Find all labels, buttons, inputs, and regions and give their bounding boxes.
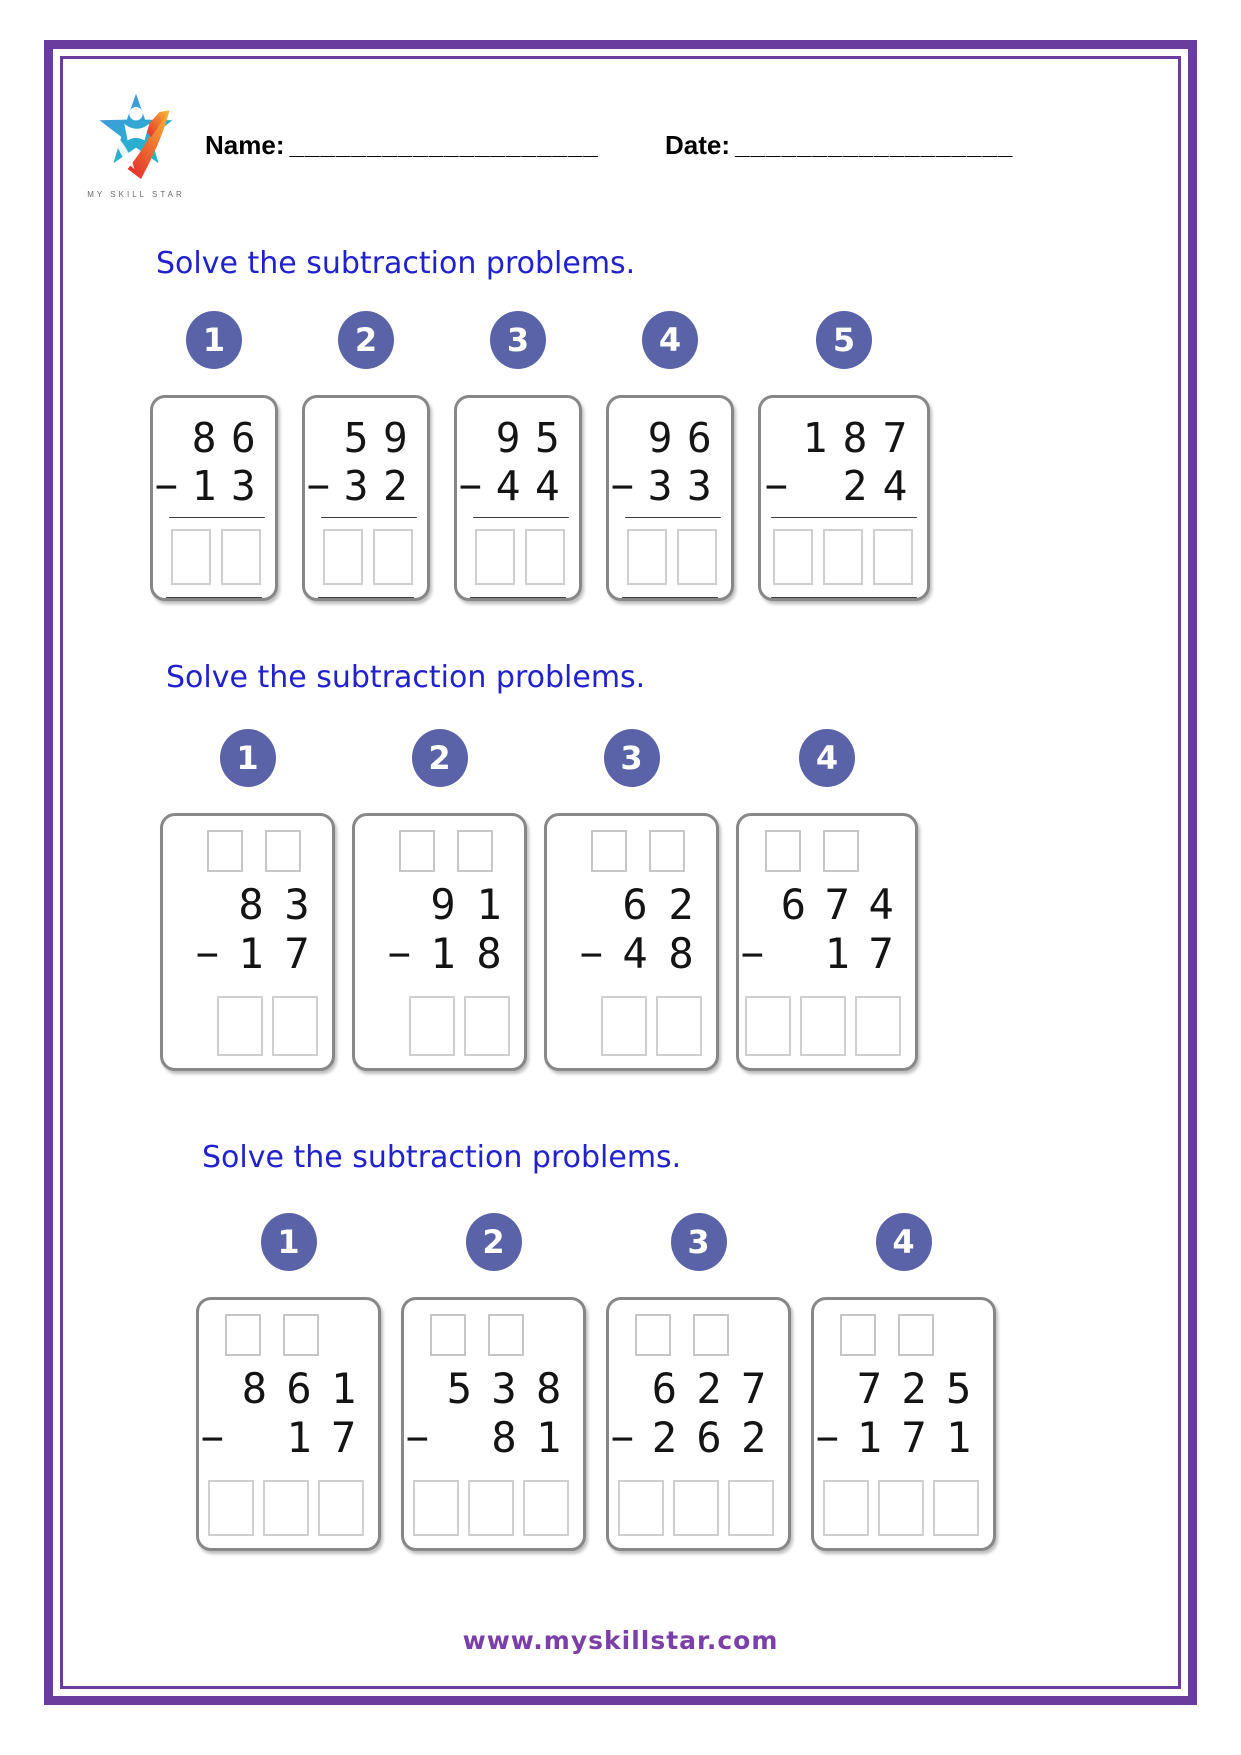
answer-box[interactable]: [800, 996, 846, 1056]
problem-card: [150, 395, 278, 601]
problem-1: [160, 729, 335, 1071]
subtrahend-digit: 8: [668, 929, 694, 978]
minuend-digit: 6: [286, 1364, 312, 1413]
subtrahend-digit: 4: [535, 462, 560, 510]
problem-card: [544, 813, 719, 1071]
minuend-digit: 9: [430, 880, 456, 929]
subtrahend-digit: 3: [687, 462, 712, 510]
problem-number-badge: 2: [412, 729, 468, 787]
problem-card: [352, 813, 527, 1071]
answer-box[interactable]: [171, 529, 211, 585]
answer-box[interactable]: [208, 1480, 254, 1536]
subtrahend-digit: 3: [343, 462, 369, 510]
borrow-box[interactable]: [457, 830, 493, 872]
answer-box-row: [404, 1480, 583, 1536]
answer-box[interactable]: [618, 1480, 664, 1536]
problem-5: [758, 311, 930, 601]
problem-card: [758, 395, 930, 601]
footer-url: www.myskillstar.com: [462, 1626, 779, 1655]
borrow-box[interactable]: [283, 1314, 319, 1356]
star-logo-icon: [92, 92, 180, 184]
borrow-box-row: [765, 830, 915, 872]
subtrahend-row: [153, 462, 275, 510]
minuend-digit: 2: [668, 880, 694, 929]
subtrahend-row: [404, 1413, 583, 1462]
borrow-box[interactable]: [207, 830, 243, 872]
problem-4: [606, 311, 734, 601]
borrow-box[interactable]: [840, 1314, 876, 1356]
minuend-row: [163, 880, 332, 929]
borrow-box[interactable]: [225, 1314, 261, 1356]
minus-sign: −: [611, 464, 634, 508]
minuend-digit: 5: [535, 414, 560, 462]
problem-1: [150, 311, 278, 601]
borrow-box[interactable]: [693, 1314, 729, 1356]
minuend-digit: 8: [191, 414, 217, 462]
answer-box[interactable]: [523, 1480, 569, 1536]
answer-box[interactable]: [773, 529, 813, 585]
minuend-digit: 7: [824, 880, 850, 929]
subtrahend-digit: [232, 1413, 277, 1462]
name-field: [205, 130, 599, 161]
problem-3: [454, 311, 582, 601]
minuend-digit: 1: [802, 414, 828, 462]
borrow-box[interactable]: [765, 830, 801, 872]
minuend-digit: 1: [476, 880, 502, 929]
answer-underline: [470, 597, 566, 598]
problem-row: [150, 311, 930, 601]
answer-box[interactable]: [823, 1480, 869, 1536]
minuend-digit: 6: [687, 414, 712, 462]
minuend-row: [609, 414, 731, 462]
subtrahend-digit: 2: [383, 462, 408, 510]
subtraction-line: [473, 517, 569, 518]
minuend-digit: 8: [238, 880, 264, 929]
minus-sign: −: [155, 464, 178, 508]
borrow-box-row: [207, 830, 332, 872]
borrow-box-row: [430, 1314, 583, 1356]
borrow-box[interactable]: [591, 830, 627, 872]
answer-box[interactable]: [855, 996, 901, 1056]
minus-sign: −: [196, 931, 219, 976]
minuend-digit: 9: [495, 414, 521, 462]
problem-1: [196, 1213, 381, 1551]
answer-box[interactable]: [728, 1480, 774, 1536]
subtraction-line: [625, 517, 721, 518]
problem-card: [736, 813, 918, 1071]
problem-card: [606, 1297, 791, 1551]
subtrahend-row: [457, 462, 579, 510]
subtrahend-digit: 1: [856, 1413, 883, 1462]
problem-card: [454, 395, 582, 601]
problem-number-badge: 1: [261, 1213, 317, 1271]
minuend-digit: 2: [901, 1364, 927, 1413]
answer-box-row: [305, 529, 427, 585]
borrow-box[interactable]: [823, 830, 859, 872]
problem-number-badge: 2: [338, 311, 394, 369]
subtraction-line: [321, 517, 417, 518]
minuend-digit: 8: [241, 1364, 268, 1413]
answer-box-row: [609, 529, 731, 585]
minuend-digit: 5: [343, 414, 369, 462]
problem-row: [196, 1213, 996, 1551]
subtrahend-digit: 3: [647, 462, 673, 510]
answer-box[interactable]: [373, 529, 413, 585]
answer-box[interactable]: [673, 1480, 719, 1536]
problem-card: [196, 1297, 381, 1551]
logo: [84, 92, 188, 199]
subtraction-line: [771, 517, 917, 518]
subtrahend-row: [814, 1413, 993, 1462]
minuend-digit: 3: [491, 1364, 517, 1413]
borrow-box[interactable]: [488, 1314, 524, 1356]
section-1: [150, 246, 930, 601]
answer-underline: [622, 597, 718, 598]
section-3: [196, 1140, 996, 1551]
subtrahend-row: [163, 929, 332, 978]
logo-caption: MY SKILL STAR: [87, 190, 185, 199]
problem-number-badge: 3: [671, 1213, 727, 1271]
answer-box[interactable]: [323, 529, 363, 585]
minus-sign: −: [201, 1415, 224, 1460]
answer-box[interactable]: [318, 1480, 364, 1536]
answer-box-row: [457, 529, 579, 585]
minuend-digit: 5: [946, 1364, 972, 1413]
answer-box-row: [761, 529, 927, 585]
answer-box[interactable]: [464, 996, 510, 1056]
borrow-box-row: [225, 1314, 378, 1356]
subtrahend-row: [305, 462, 427, 510]
minuend-digit: 2: [696, 1364, 722, 1413]
answer-box[interactable]: [933, 1480, 979, 1536]
answer-box-row: [199, 1480, 378, 1536]
minus-sign: −: [388, 931, 411, 976]
answer-box-row: [739, 996, 915, 1056]
answer-box[interactable]: [627, 529, 667, 585]
subtrahend-digit: 4: [622, 929, 648, 978]
problem-number-badge: 3: [490, 311, 546, 369]
problem-row: [160, 729, 918, 1071]
answer-box[interactable]: [601, 996, 647, 1056]
minuend-row: [761, 414, 927, 462]
subtrahend-digit: 8: [491, 1413, 517, 1462]
minus-sign: −: [816, 1415, 839, 1460]
answer-box-row: [355, 996, 524, 1056]
problem-4: [736, 729, 918, 1071]
subtrahend-digit: 1: [536, 1413, 562, 1462]
subtrahend-digit: [795, 462, 835, 510]
answer-box[interactable]: [475, 529, 515, 585]
subtrahend-digit: 4: [882, 462, 908, 510]
answer-box[interactable]: [468, 1480, 514, 1536]
minus-sign: −: [580, 931, 603, 976]
minuend-digit: 7: [741, 1364, 767, 1413]
answer-box-row: [814, 1480, 993, 1536]
subtrahend-row: [609, 1413, 788, 1462]
problem-2: [401, 1213, 586, 1551]
problem-2: [302, 311, 430, 601]
answer-box[interactable]: [263, 1480, 309, 1536]
subtrahend-digit: 1: [191, 462, 217, 510]
minuend-row: [609, 1364, 788, 1413]
problem-4: [811, 1213, 996, 1551]
subtrahend-row: [761, 462, 927, 510]
answer-underline: [771, 597, 917, 598]
minuend-row: [355, 880, 524, 929]
minuend-row: [404, 1364, 583, 1413]
subtrahend-digit: 2: [842, 462, 868, 510]
minuend-digit: 8: [842, 414, 868, 462]
name-line[interactable]: ____________________: [289, 130, 599, 160]
problem-3: [544, 729, 719, 1071]
subtrahend-row: [609, 462, 731, 510]
minuend-digit: 8: [536, 1364, 562, 1413]
subtraction-line: [169, 517, 265, 518]
answer-underline: [318, 597, 414, 598]
minuend-digit: 6: [780, 880, 807, 929]
borrow-box[interactable]: [399, 830, 435, 872]
subtrahend-digit: [772, 929, 816, 978]
subtrahend-row: [547, 929, 716, 978]
minuend-digit: 7: [882, 414, 908, 462]
answer-box-row: [163, 996, 332, 1056]
section-title: Solve the subtraction problems.: [166, 660, 646, 695]
section-title: Solve the subtraction problems.: [156, 246, 636, 281]
borrow-box[interactable]: [898, 1314, 934, 1356]
minuend-digit: 9: [647, 414, 673, 462]
problem-number-badge: 4: [799, 729, 855, 787]
subtrahend-digit: 8: [476, 929, 502, 978]
minuend-row: [547, 880, 716, 929]
answer-box[interactable]: [823, 529, 863, 585]
problem-number-badge: 3: [604, 729, 660, 787]
subtrahend-digit: 7: [901, 1413, 927, 1462]
borrow-box[interactable]: [649, 830, 685, 872]
problem-card: [160, 813, 335, 1071]
subtrahend-digit: 7: [868, 929, 894, 978]
minuend-digit: 5: [446, 1364, 473, 1413]
problem-card: [606, 395, 734, 601]
problem-number-badge: 4: [642, 311, 698, 369]
minus-sign: −: [611, 1415, 634, 1460]
borrow-box[interactable]: [265, 830, 301, 872]
answer-box[interactable]: [677, 529, 717, 585]
subtrahend-digit: 3: [231, 462, 256, 510]
answer-box[interactable]: [413, 1480, 459, 1536]
name-label: Name:: [205, 130, 285, 160]
subtrahend-row: [739, 929, 915, 978]
subtrahend-digit: 4: [495, 462, 521, 510]
borrow-box-row: [399, 830, 524, 872]
subtrahend-digit: 1: [824, 929, 850, 978]
minus-sign: −: [765, 464, 788, 508]
minus-sign: −: [741, 931, 764, 976]
problem-number-badge: 1: [186, 311, 242, 369]
minus-sign: −: [406, 1415, 429, 1460]
minuend-row: [305, 414, 427, 462]
minuend-digit: 6: [231, 414, 256, 462]
borrow-box-row: [840, 1314, 993, 1356]
answer-box[interactable]: [873, 529, 913, 585]
subtrahend-digit: 2: [651, 1413, 678, 1462]
subtrahend-digit: 1: [286, 1413, 312, 1462]
problem-number-badge: 2: [466, 1213, 522, 1271]
answer-box[interactable]: [221, 529, 261, 585]
minuend-digit: 7: [856, 1364, 883, 1413]
minuend-row: [153, 414, 275, 462]
problem-card: [302, 395, 430, 601]
subtrahend-digit: 6: [696, 1413, 722, 1462]
answer-box[interactable]: [878, 1480, 924, 1536]
minuend-digit: 3: [284, 880, 310, 929]
subtrahend-digit: 1: [430, 929, 456, 978]
minuend-digit: 6: [622, 880, 648, 929]
minuend-row: [739, 880, 915, 929]
minuend-digit: 1: [331, 1364, 357, 1413]
answer-box-row: [153, 529, 275, 585]
minuend-row: [457, 414, 579, 462]
minuend-row: [814, 1364, 993, 1413]
subtrahend-digit: 1: [946, 1413, 972, 1462]
problem-number-badge: 5: [816, 311, 872, 369]
answer-box-row: [547, 996, 716, 1056]
minus-sign: −: [459, 464, 482, 508]
subtrahend-digit: [437, 1413, 482, 1462]
subtrahend-row: [199, 1413, 378, 1462]
subtrahend-digit: 7: [284, 929, 310, 978]
borrow-box[interactable]: [635, 1314, 671, 1356]
borrow-box-row: [591, 830, 716, 872]
date-label: Date:: [665, 130, 731, 160]
answer-underline: [166, 597, 262, 598]
problem-number-badge: 1: [220, 729, 276, 787]
section-title: Solve the subtraction problems.: [202, 1140, 682, 1175]
problem-3: [606, 1213, 791, 1551]
problem-2: [352, 729, 527, 1071]
subtrahend-digit: 1: [238, 929, 264, 978]
borrow-box-row: [635, 1314, 788, 1356]
minuend-digit: 6: [651, 1364, 678, 1413]
minus-sign: −: [307, 464, 330, 508]
minuend-row: [199, 1364, 378, 1413]
subtrahend-digit: 2: [741, 1413, 767, 1462]
answer-box[interactable]: [217, 996, 263, 1056]
answer-box[interactable]: [745, 996, 791, 1056]
answer-box[interactable]: [409, 996, 455, 1056]
section-2: [160, 660, 918, 1071]
borrow-box[interactable]: [430, 1314, 466, 1356]
date-line[interactable]: __________________: [735, 130, 1014, 160]
date-field: [665, 130, 1013, 161]
subtrahend-row: [355, 929, 524, 978]
answer-box[interactable]: [656, 996, 702, 1056]
problem-card: [401, 1297, 586, 1551]
answer-box[interactable]: [272, 996, 318, 1056]
minuend-digit: 4: [868, 880, 894, 929]
subtrahend-digit: 7: [331, 1413, 357, 1462]
answer-box-row: [609, 1480, 788, 1536]
answer-box[interactable]: [525, 529, 565, 585]
problem-number-badge: 4: [876, 1213, 932, 1271]
problem-card: [811, 1297, 996, 1551]
minuend-digit: 9: [383, 414, 408, 462]
